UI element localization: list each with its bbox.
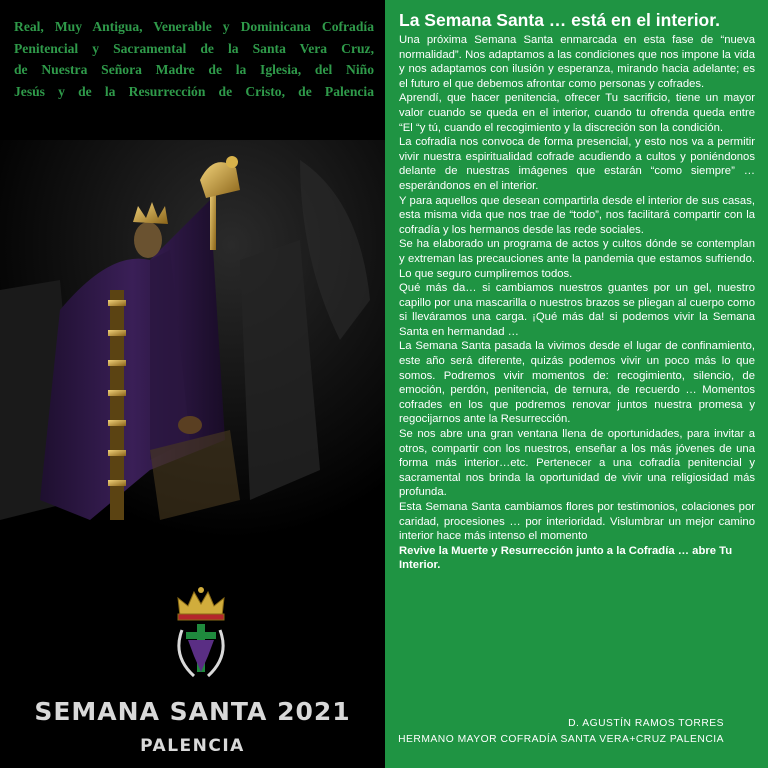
event-city: PALENCIA: [140, 736, 245, 756]
brotherhood-title-line: Jesús y de la Resurrección de Cristo, de Palencia: [14, 83, 374, 99]
message-column: [399, 10, 755, 573]
signature-role: HERMANO MAYOR COFRADÍA SANTA VERA+CRUZ PALENCIA: [398, 734, 724, 745]
message-headline: La Semana Santa … está en el interior.: [399, 10, 720, 30]
right-panel: [385, 0, 768, 768]
message-paragraph: Aprendí, que hacer penitencia, ofrecer Tu sacrificio, tiene un mayor valor cuando se queda en el interior, cuando tu ofrenda queda entre “El “y tú, cuando el recogimiento y la discreción son la condición.: [399, 92, 755, 134]
brotherhood-emblem-icon: [168, 586, 234, 682]
signature-block: [398, 716, 724, 748]
brotherhood-title-line: de Nuestra Señora Madre de la Iglesia, del Niño: [14, 62, 374, 77]
message-paragraph: La cofradía nos convoca de forma presencial, y esto nos va a permitir vivir nuestra espiritualidad cofrade acudiendo a cultos y poniéndonos delante de nuestras imágenes que estarán “como siempre” …esperándonos en el interior.: [399, 136, 755, 192]
message-paragraph: Y para aquellos que desean compartirla desde el interior de sus casas, esta misma vida que nos trae de “todo”, nos facilitará compartir con la cofradía y los hermanos desde las rede sociales.: [399, 194, 755, 236]
message-paragraph: La Semana Santa pasada la vivimos desde el lugar de confinamiento, este año será diferente, quizás podemos vivir un poco más lo que somos. Podremos vivir momentos de: recogimiento, silencio, de emoción, perdón, penitencia, de ternura, de recuerdo … Momentos cofrades en los que podremos renovar juntos nuestra promesa y regocijarnos ante la Resurrección.: [399, 340, 755, 426]
brotherhood-title-line: Penitencial y Sacramental de la Santa Vera Cruz,: [14, 40, 374, 56]
event-title: SEMANA SANTA 2021: [34, 697, 351, 726]
virgin-statue-photo: [0, 140, 385, 560]
message-paragraph: Esta Semana Santa cambiamos flores por testimonios, colaciones por caridad, procesiones … por interioridad. Vislumbrar un mejor camino interior hace más intenso el momento: [399, 501, 755, 543]
brotherhood-title: [14, 16, 374, 102]
message-paragraph: Se ha elaborado un programa de actos y cultos dónde se contemplan y extreman las precauciones ante la pandemia que estamos sufriendo. Lo que seguro cumpliremos todos.: [399, 238, 755, 280]
message-body: [399, 33, 755, 573]
signature-name: D. AGUSTÍN RAMOS TORRES: [568, 718, 724, 729]
message-paragraph: Se nos abre una gran ventana llena de oportunidades, para invitar a otros, compartir con los nuestros, enseñar a los más jóvenes de una forma más interior…etc. Pertenecer a una cofradía penitencial y sacramental nos brinda la oportunidad de vivir una religiosidad más profunda.: [399, 428, 755, 499]
message-paragraph: Qué más da… si cambiamos nuestros guantes por un gel, nuestro capillo por una mascarilla o nuestros brazos se pliegan al cuerpo como si lleváramos una carga. ¡Qué más da! si podemos vivir la Semana Santa en hermandad …: [399, 282, 755, 338]
closing-line: Revive la Muerte y Resurrección junto a la Cofradía … abre Tu Interior.: [399, 544, 733, 572]
message-paragraph: Una próxima Semana Santa enmarcada en esta fase de “nueva normalidad”. Nos adaptamos a las condiciones que nos impone la vida y nos adaptamos con ilusión y esperanza, mirando hacia adelante; es el futuro el que debemos afrontar como personas y cofrades.: [399, 34, 755, 90]
brotherhood-title-line: Real, Muy Antigua, Venerable y Dominicana Cofradía: [14, 19, 374, 34]
